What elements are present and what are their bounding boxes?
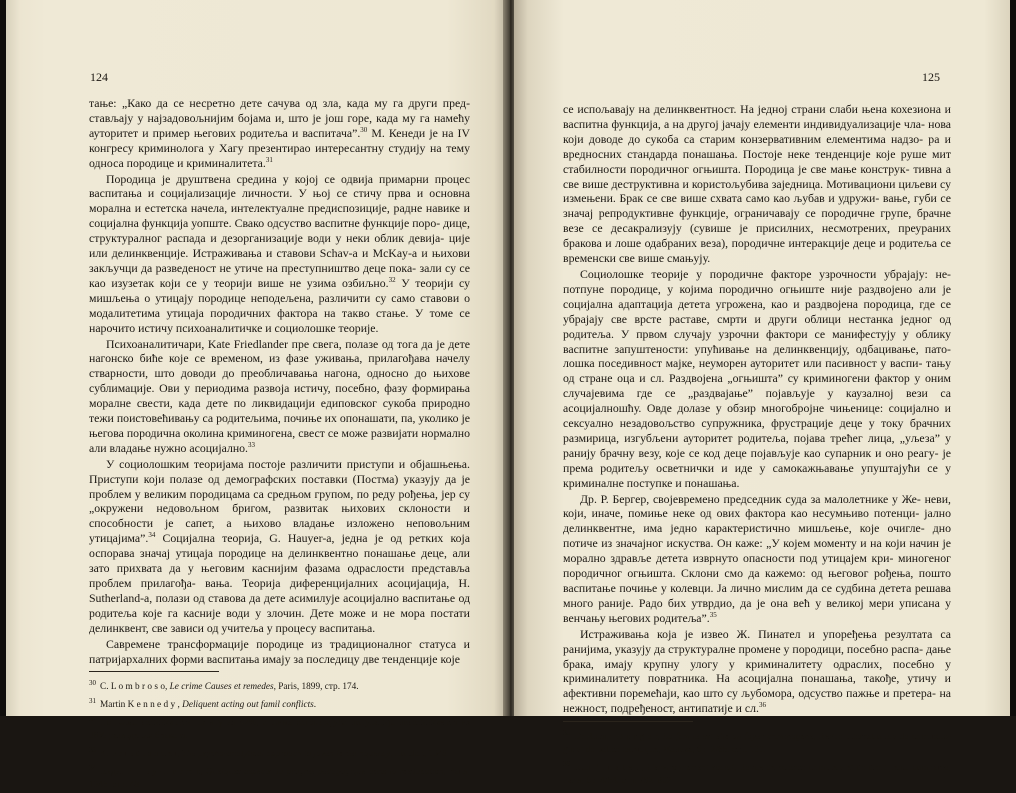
footnote: $^{35}$ Dr Roland B e r g e r, La famile est-elle un foyer criminogene, Revue internationale de criminolo- gie et de police technique, Женева, бр. 2/65. стр. 130. [563, 729, 951, 756]
footnote: $^{34}$ Види: P. R e y -H e r m e, Quelques aspects du progres pedagogique dans la reeducation, Paris, 1945. стр. 48. [89, 764, 470, 791]
footnote-rule [563, 721, 693, 722]
page-body [89, 96, 470, 793]
paragraph: Истраживања која је извео Ж. Пинател и упоређења резултата са ранијима, указују да структуралне промене у породици, посебно распа- дање брака, имају крупну улогу у криминалитету одраслих, посебно у криминалитету повратника. На асоцијална понашања, такође, утичу и афективни поремећаји, као што су љубомора, одсуство пажње и претера- на нежност, подређеност, антипатије и сл.$^{36}$ [563, 626, 951, 716]
footnote: $^{30}$ C. L o m b r o s o, Le crime Causes et remedes, Paris, 1899, стр. 174. [89, 679, 359, 693]
page-body [563, 102, 951, 789]
paragraph: Др. Р. Бергер, својевремено председник суда за малолетнике у Же- неви, који, иначе, помиње неке од ових фактора као несумњиво потенци- јално делинквентне, има једно карактеристично мишљење, које очигле- дно потиче из значајног искуства. Он каже: „У којем моменту и на који начин је морално здравље детета изврнуто опасности под утицајем кри- миногеног породичног огњишта. Склони смо да кажемо: од његовог рођења, пошто васпитање почиње у колевци. Ја лично мислим да се судбина детета решава много раније. Радо бих утврдио, да је она већ у великој мери уписана у венчању његових родитеља”.$^{35}$ [563, 491, 951, 625]
footnote: $^{32}$ По њима делинквенти потичу из 42%, а њима одговарајућа популација неделинквента из 36% разведених бракова. [89, 715, 470, 742]
footnote: $^{31}$ Martin K e n n e d y , Deliquent acting out famil conflicts. [89, 697, 317, 711]
paragraph: тање: „Како да се несретно дете сачува од зла, када му га други пред- стављају у најзадовољнијим бојама и, што је још горе, када му га намећу ауторитет и пример његових родитеља и васпитача”.$^{30}$ М. Кенеди је на IV конгресу криминолога у Хагу презентирао интересантну студију на тему односа породице и криминалитета.$^{31}$ [89, 96, 470, 170]
paragraph: Породица је друштвена средина у којој се одвија примарни процес васпитања и социјализације личности. У њој се стичу прва и основна морална и естетска начела, интелектуалне предиспозиције, радне навике и социјална функција уопште. Свако одсуство васпитне функције поро- дице, структуралног распада и дезорганизације води у неки облик девија- ције или делинквенције. Истраживања и ставови Schav-a и McKay-a и њихови закључци да разведеност не утиче на преступништво деце пока- зали су се као изузетак који се у теорији више не узима озбиљно.$^{32}$ У теорији су мишљења о утицају породице неподељена, различити су само ставови о модалитетима утицаја породичних фактора на такво стање. У томе се нарочито истичу психоаналитичке и социолошке теорије. [89, 171, 470, 335]
left-page [6, 0, 506, 791]
page-number: 125 [922, 70, 940, 84]
page-number: 124 [90, 70, 108, 84]
paragraph: Савремене трансформације породице из традиционалног статуса и патријархалних форми васпитања имају за последицу две тенденције које [89, 636, 470, 666]
paragraph: се испољавају на делинквентност. На једној страни слаби њена кохезиона и васпитна функција, а на другој јачају елементи индивидуализације чла- нова који доводе до сукоба са старим конзервативним елементима надзо- ра и вредносних стандарда понашања. Постоје неке тенденције које руше мит стабилности породичног огњишта. Породица је све мање конструк- тивна а све више деструктивна и користољубива заједница. Мотивациони циљеви су измењени. Брак се све више схвата само као љубав и удружи- вање, губи се значај репродуктивне функције, ограничавају се породичне групе, брачне везе се десакрализују (сувише је присилних, несмотрених, преураних бракова и лоше одабраних веза), породичне интеракције деце и родитеља се временски све више смањују. [563, 102, 951, 266]
paragraph: Социолошке теорије у породичне факторе узрочности убрајају: не- потпуне породице, у којима породично огњиште није раздвојено али је социјална адаптација детета угрожена, као и раздвојена породица, где се убрајају све врсте раставе, смрти и други облици нестанка једног од родитеља. У првом случају узрочни фактори се манифестују у облику васпитне запуштености: упућивање на делинквенцију, одбацивање, пато- лошка поседивност мајке, неуморен ауторитет или пасивност у васпи- тању од стране оца и сл. Раздвојена „огњишта” су криминогени фактор у оним случајевима где се „раздвајање” појављује у каузалној вези са асоцијалношћу. Овде долазе у обзир многобројне чињенице: социјално и сексуално незадовољство супружника, фрустрације деце у току брачних размирица, изгубљени ауторитет родитеља, појава трећег лица, „уљеза” у ранију брачну везу, које се код деце појављује као супарник и оно реагу- је према родитељу осветнички и иде у самокажњавање упуштајући се у криминалне поступке и понашања. [563, 266, 951, 490]
footnote: $^{33}$ K. F r i e d l a n d e r, The psycho-analytical approach to juvenile delinquency, London, 1949. [89, 746, 450, 760]
paragraph: Психоаналитичари, Kate Friedlander пре свега, полазе од тога да је дете нагонско биће које се временом, из фазе уживања, прилагођава начелу стварности, што доводи до преобличавања нагона, односно до њихове сублимације. Ови у периодима развоја истичу, посебно, фазу формирања моралне свести, када дете по ликвидацији едиповског сукоба природно тежи поистовећивању са родитељима, почиње их опонашати, па, уколико је његова породична околина криминогена, свест се може развијати нормално али владање нужно асоцијално.$^{33}$ [89, 336, 470, 455]
footnote: $^{36}$ Jean P i n a t e l , L'environnement social, Revue de science criminele et de droit penal comparee, Paris, бр. 4/54. стр. 792–802. [563, 760, 951, 787]
paragraph: У социолошким теоријама постоје различити приступи и објашњења. Приступи који полазе од демографских поставки (Постма) указују да је проблем у великим породицама са средњом групом, по реду рођења, јер су „окружени недовољном бригом, развитак њихових склоности и способности је сапет, а њихово владање изложено неповољним утицајима”.$^{34}$ Социјална теорија, G. Hauyer-a, једна је од ретких која оспорава значај утицаја породице на делинквентно понашање деце, али зато прихвата да у његовим каснијим фазама одраслости представља проблем прилагођа- вања. Теорија диференцијалних асоцијација, H. Sutherland-a, полази од ставова да дете асимилује асоцијално васпитање од родитеља које га касније води у злочин. Дете може и не мора постати делинквент, све зависи од учитеља у процесу васпитања. [89, 456, 470, 635]
footnote-rule [89, 671, 219, 672]
right-page [514, 0, 1010, 787]
